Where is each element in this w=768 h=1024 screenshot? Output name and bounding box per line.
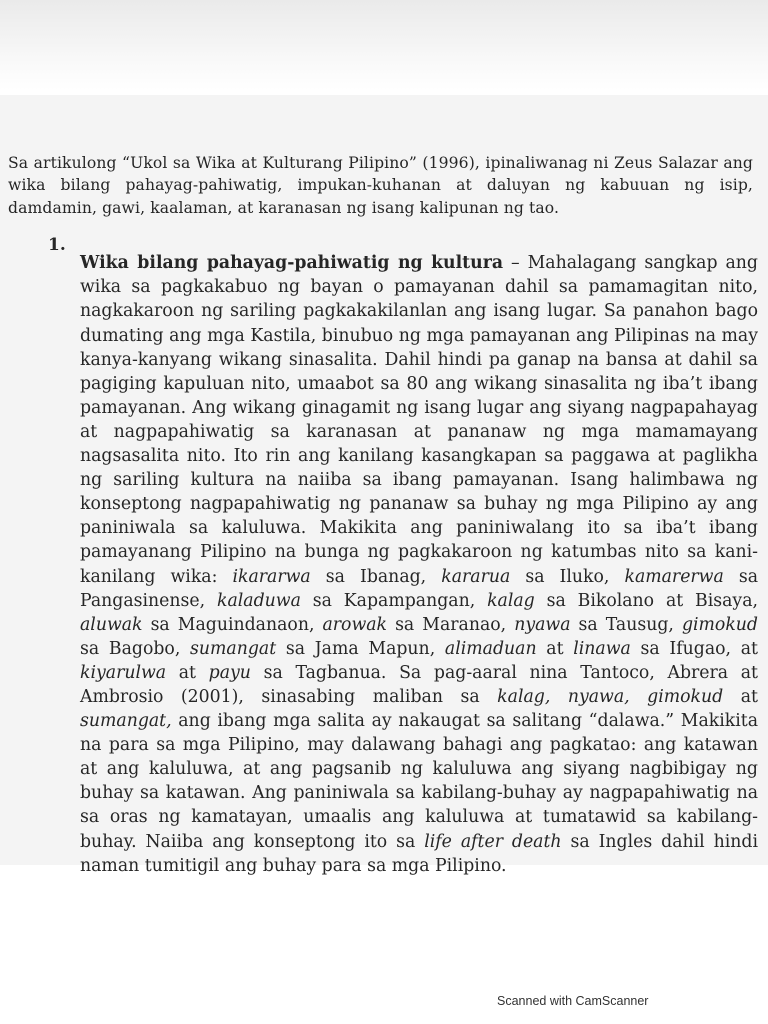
- body-text: sa Tausug,: [570, 614, 682, 635]
- term-kalag-nyawa-gimokud: kalag, nyawa, gimokud: [497, 686, 724, 707]
- page-top-shade: [0, 0, 768, 90]
- term-kamarerwa: kamarerwa: [624, 566, 724, 587]
- term-sumangat: sumangat: [190, 638, 277, 659]
- body-text: sa Maguindanaon,: [142, 614, 323, 635]
- body-text: sa Iluko,: [510, 566, 625, 587]
- body-text: sa Maranao,: [387, 614, 515, 635]
- list-item-number: 1.: [48, 235, 66, 255]
- body-text: at: [723, 686, 758, 707]
- term-kararua: kararua: [441, 566, 511, 587]
- body-text: sa Pangasinense,: [80, 566, 759, 611]
- list-item-heading: Wika bilang pahayag-pahiwatig ng kultura: [80, 253, 504, 274]
- term-alimaduan: alimaduan: [444, 638, 537, 659]
- body-text: ang ibang mga salita ay nakaugat sa salitang “dalawa.” Makikita na para sa mga Pilipino, may dalawang bahagi ang pagkatao: ang katawan at ang kaluluwa, at ang pagsanib ng kaluluwa ang siyang nagbibigay ng buhay sa katawan. Ang paniniwala sa kabilang-buhay ay nagpapahiwatig na sa oras ng kamatayan, umaalis ang kaluluwa at tumatawid sa kabilang-buhay. Naiiba ang konseptong ito sa: [80, 711, 758, 852]
- term-aluwak: aluwak: [80, 614, 143, 635]
- term-sumangat-2: sumangat,: [80, 711, 172, 732]
- term-ikararwa: ikararwa: [232, 566, 311, 587]
- body-text: sa Ifugao, at: [630, 638, 759, 659]
- term-nyawa: nyawa: [514, 614, 571, 635]
- body-text: at: [536, 638, 574, 659]
- term-arowak: arowak: [322, 614, 388, 635]
- body-text: – Mahalagang sangkap ang wika sa pagkakabuo ng bayan o pamayanan dahil sa pamamagitan nito, nagkakaroon ng sariling pagkakakilanlan ang isang lugar. Sa panahon bago dumating ang mga Kastila, binubuo ng mga pamayanan ang Pilipinas na may kanya-kanyang wikang sinasalita. Dahil hindi pa ganap na bansa at dahil sa pagiging kapuluan nito, umaabot sa 80 ang wikang sinasalita ng iba’t ibang pamayanan. Ang wikang ginagamit ng isang lugar ang siyang nagpapahayag at nagpapahiwatig sa karanasan at pananaw ng mga mamamayang nagsasalita nito. Ito rin ang kanilang kasangkapan sa paggawa at paglikha ng sariling kultura na naiiba sa ibang pamayanan. Isang halimbawa ng konseptong nagpapahiwatig ng pananaw sa buhay ng mga Pilipino ay ang paniniwala sa kaluluwa. Makikita ang paniniwalang ito sa iba’t ibang pamayanang Pilipino na bunga ng pagkakaroon ng katumbas nito sa kani-kanilang wika:: [80, 253, 758, 587]
- body-text: sa Jama Mapun,: [276, 638, 445, 659]
- term-life-after-death: life after death: [424, 831, 562, 852]
- intro-paragraph: Sa artikulong “Ukol sa Wika at Kulturang Pilipino” (1996), ipinaliwanag ni Zeus Salazar ang wika bilang pahayag-pahiwatig, impukan-kuhanan at daluyan ng kabuuan ng isip, damdamin, gawi, kaalaman, at karanasan ng isang kalipunan ng tao.: [8, 153, 753, 217]
- body-text: at: [166, 662, 209, 683]
- body-text: sa Ingles dahil hindi naman tumitigil ang buhay para sa mga Pilipino.: [80, 831, 758, 876]
- term-kaladuwa: kaladuwa: [216, 590, 301, 611]
- term-payu: payu: [208, 662, 251, 683]
- term-kiyarulwa: kiyarulwa: [80, 662, 167, 683]
- body-text: sa Tagbanua. Sa pag-aaral nina Tantoco, Abrera at Ambrosio (2001), sinasabing maliban sa: [80, 662, 759, 707]
- term-gimokud: gimokud: [681, 614, 758, 635]
- list-item-body: [80, 251, 758, 877]
- term-linawa: linawa: [573, 638, 631, 659]
- body-text: sa Bikolano at Bisaya,: [534, 590, 758, 611]
- term-kalag: kalag: [487, 590, 535, 611]
- body-text: sa Kapampangan,: [300, 590, 488, 611]
- body-text: sa Bagobo,: [80, 638, 191, 659]
- body-text: sa Ibanag,: [310, 566, 442, 587]
- scanner-watermark: Scanned with CamScanner: [497, 994, 649, 1008]
